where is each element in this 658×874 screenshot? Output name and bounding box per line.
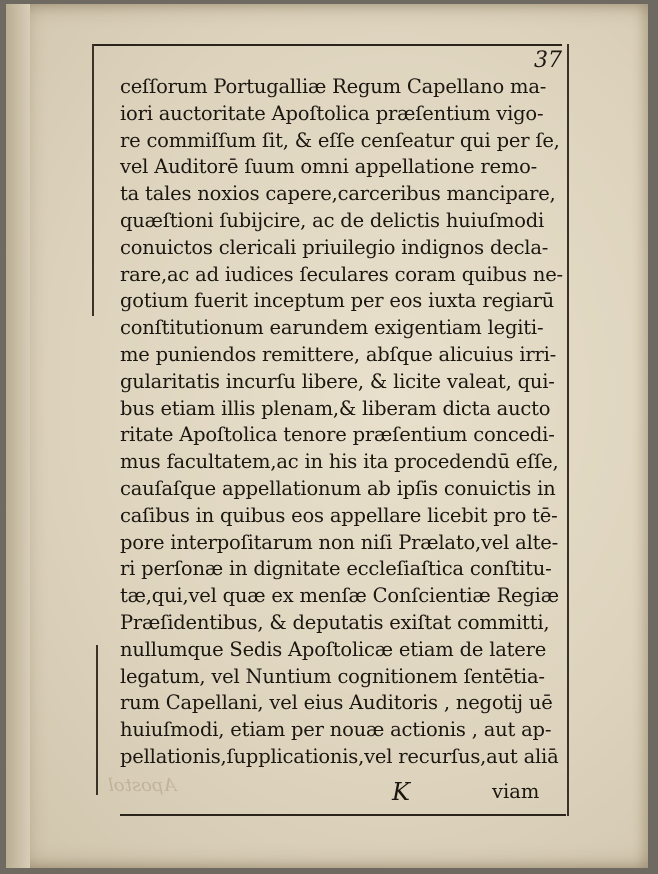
left-frame-line-lower: [96, 645, 98, 795]
page-gutter-shadow: [6, 4, 30, 868]
right-frame-line: [567, 44, 569, 816]
bleed-through-text: Apostol: [108, 775, 177, 796]
text-line: tæ,qui,vel quæ ex menſæ Conſcientiæ Regiæ: [120, 584, 559, 608]
body-text: [120, 74, 566, 771]
text-line: rum Capellani, vel eius Auditoris , negotij uē: [120, 691, 553, 715]
text-line: cauſaſque appellationum ab ipſis conuictis in: [120, 476, 556, 500]
text-line: bus etiam illis plenam,& liberam dicta aucto: [120, 396, 551, 420]
text-line: conuictos clericali priuilegio indignos decla-: [120, 235, 549, 259]
text-line: nullumque Sedis Apoſtolicæ etiam de latere: [120, 637, 547, 661]
bottom-rule: [120, 814, 566, 816]
text-line: Præſidentibus, & deputatis exiſtat committi,: [120, 610, 550, 634]
text-line: conſtitutionum earundem exigentiam legiti-: [120, 316, 544, 340]
text-line: caſibus in quibus eos appellare licebit pro tē-: [120, 503, 558, 527]
text-line: quæſtioni ſubijcire, ac de delictis huiuſmodi: [120, 208, 545, 232]
text-line: huiuſmodi, etiam per nouæ actionis , aut ap-: [120, 718, 552, 742]
catchword: viam: [492, 780, 540, 803]
text-line: gularitatis incurſu libere, & licite valeat, qui-: [120, 369, 555, 393]
text-line: re commiſſum ſit, & eſſe cenſeatur qui per ſe,: [120, 128, 560, 152]
text-line: ta tales noxios capere,carceribus mancipare,: [120, 182, 556, 206]
text-line: ri perſonæ in dignitate eccleſiaſtica conſtitu-: [120, 557, 552, 581]
left-frame-line-upper: [92, 44, 94, 316]
text-line: legatum, vel Nuntium cognitionem ſentētia-: [120, 664, 545, 688]
text-line: iori auctoritate Apoſtolica præſentium vigo-: [120, 101, 544, 125]
text-line: me puniendos remittere, abſque alicuius irri-: [120, 342, 557, 366]
signature-mark: K: [392, 778, 410, 806]
page-number: 37: [534, 48, 562, 73]
text-line: pore interpoſitarum non niſi Prælato,vel alte-: [120, 530, 559, 554]
text-line: ceſſorum Portugalliæ Regum Capellano ma-: [120, 75, 547, 98]
text-line: mus facultatem,ac in his ita procedendū eſſe,: [120, 450, 559, 474]
text-line: pellationis,ſupplicationis,vel recurſus,aut aliā: [120, 744, 559, 768]
text-line: rare,ac ad iudices ſeculares coram quibus ne-: [120, 262, 563, 286]
text-line: vel Auditorē ſuum omni appellatione remo-: [120, 155, 538, 179]
top-rule: [92, 44, 562, 46]
text-line: gotium fuerit inceptum per eos iuxta regiarū: [120, 289, 555, 313]
text-line: ritate Apoſtolica tenore præſentium concedi-: [120, 423, 555, 447]
